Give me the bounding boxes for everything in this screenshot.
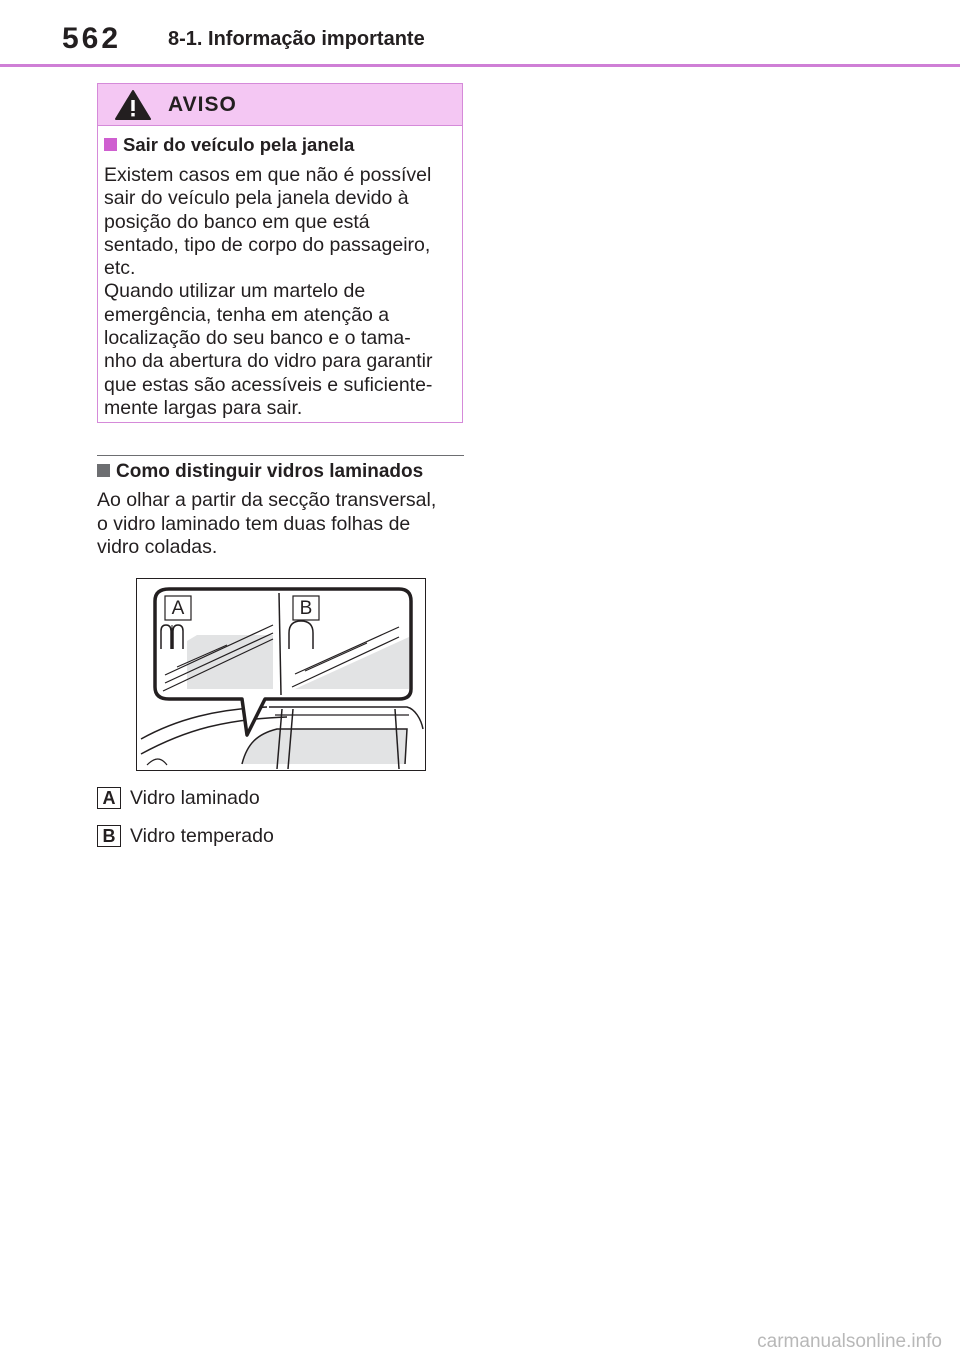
figure-label-a: A (171, 598, 185, 619)
glass-illustration-drawing (137, 579, 424, 769)
legend-text-b: Vidro temperado (130, 824, 274, 847)
header-divider (0, 64, 960, 67)
section-title: 8-1. Informação importante (168, 28, 425, 50)
warning-text: Existem casos em que não é possível sair do veículo pela janela devido à posição do banco em que está sentado, tipo de corpo do passageiro, etc. Quando utilizar um martelo de emergência, tenha em atenção a localização do seu banco e o tama- nho da abertura do vidro para garantir que estas são acessíveis e suficiente- mente largas para sair. (104, 164, 433, 419)
section-paragraph: Ao olhar a partir da secção transversal, o vidro laminado tem duas folhas de vidro coladas. (97, 489, 437, 558)
legend-item-b (97, 822, 274, 848)
section-heading-text: Como distinguir vidros laminados (116, 461, 424, 482)
legend-key-b: B (97, 825, 121, 847)
warning-box (97, 83, 463, 423)
square-bullet-icon (97, 464, 110, 477)
warning-triangle-icon (114, 89, 152, 121)
square-bullet-icon (104, 138, 117, 151)
legend-key-a: A (97, 787, 121, 809)
warning-label: AVISO (168, 93, 237, 116)
section-heading (97, 458, 423, 486)
legend-item-a (97, 784, 260, 810)
page-number: 562 (62, 22, 122, 55)
watermark: carmanualsonline.info (757, 1331, 942, 1352)
warning-header (98, 84, 462, 126)
warning-subheading (104, 132, 454, 158)
figure-label-b: B (299, 598, 313, 619)
warning-body (98, 126, 462, 420)
section-divider (97, 455, 464, 456)
warning-subheading-text: Sair do veículo pela janela (123, 134, 355, 155)
legend-text-a: Vidro laminado (130, 786, 260, 809)
glass-illustration (136, 578, 426, 771)
